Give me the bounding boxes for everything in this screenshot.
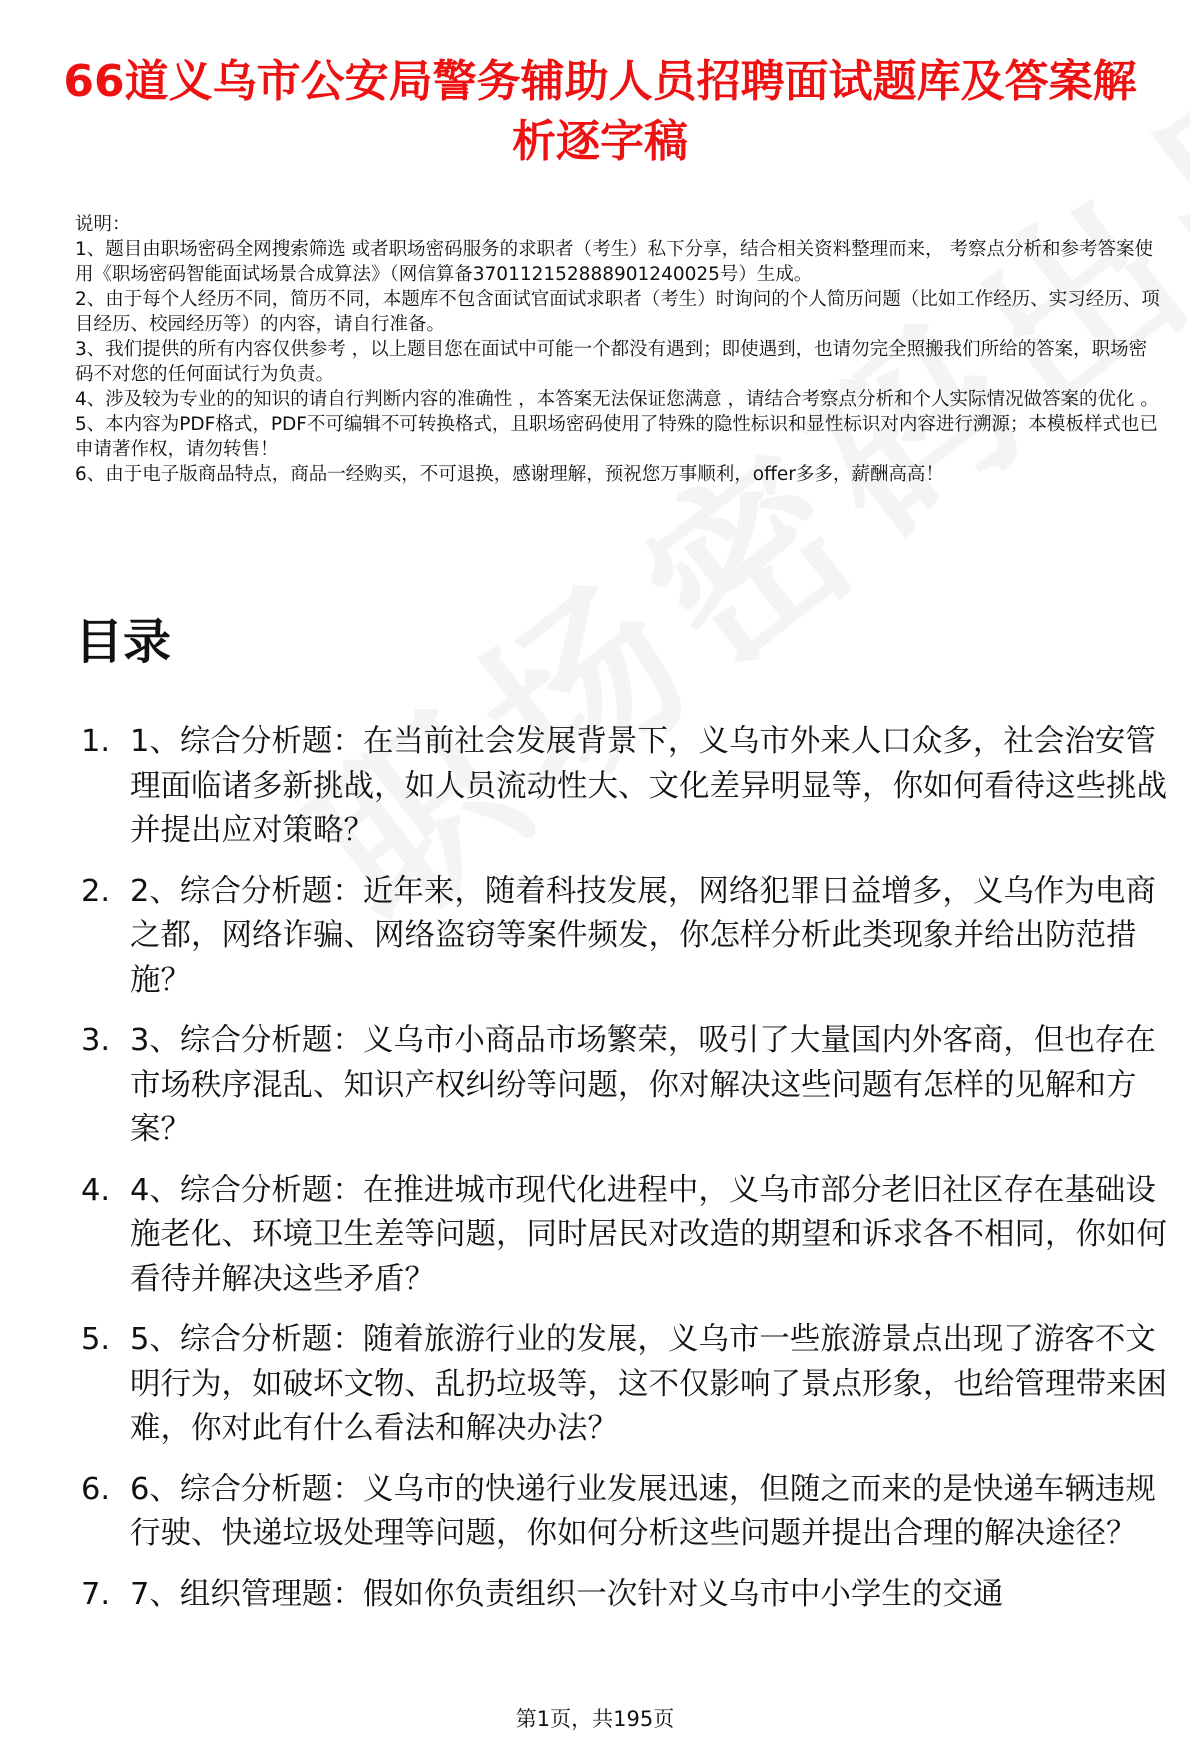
page-footer: 第1页，共195页 <box>515 1707 675 1731</box>
toc-item[interactable] <box>75 1318 1170 1452</box>
note-item: 4、涉及较为专业的的知识的请自行判断内容的准确性 ，本答案无法保证您满意 ，请结合考察点分析和个人实际情况做答案的优化 。 <box>75 389 1159 410</box>
toc-item-text: 5、综合分析题：随着旅游行业的发展，义乌市一些旅游景点出现了游客不文明行为，如破坏文物、乱扔垃圾等，这不仅影响了景点形象，也给管理带来困难，你对此有什么看法和解决办法？ <box>130 1322 1167 1446</box>
note-item: 1、题目由职场密码全网搜索筛选 或者职场密码服务的求职者（考生）私下分享，结合相关资料整理而来， 考察点分析和参考答案使用《职场密码智能面试场景合成算法》（网信算备370112152888901240025号）生成。 <box>75 239 1154 285</box>
toc-item[interactable] <box>75 870 1170 1004</box>
note-item: 5、本内容为PDF格式，PDF不可编辑不可转换格式，且职场密码使用了特殊的隐性标识和显性标识对内容进行溯源；本模板样式也已申请著作权，请勿转售！ <box>75 414 1158 460</box>
toc-item-text: 7、组织管理题：假如你负责组织一次针对义乌市中小学生的交通 <box>130 1576 1004 1612</box>
toc-item-number: 7. <box>81 1576 111 1612</box>
toc-item-text: 6、综合分析题：义乌市的快递行业发展迅速，但随之而来的是快递车辆违规行驶、快递垃圾处理等问题，你如何分析这些问题并提出合理的解决途径？ <box>130 1471 1156 1551</box>
toc-item[interactable] <box>75 1019 1170 1153</box>
toc-item-number: 1. <box>81 724 111 759</box>
toc-item-text: 2、综合分析题：近年来，随着科技发展，网络犯罪日益增多，义乌作为电商之都，网络诈骗、网络盗窃等案件频发，你怎样分析此类现象并给出防范措施？ <box>130 873 1156 998</box>
toc-item-text: 1、综合分析题：在当前社会发展背景下，义乌市外来人口众多，社会治安管理面临诸多新挑战，如人员流动性大、文化差异明显等，你如何看待这些挑战并提出应对策略？ <box>130 724 1167 848</box>
note-item: 6、由于电子版商品特点，商品一经购买，不可退换，感谢理解，预祝您万事顺利，offer多多，薪酬高高！ <box>75 464 944 485</box>
toc-item-number: 5. <box>81 1322 111 1357</box>
toc-item-number: 6. <box>81 1471 111 1507</box>
toc-item[interactable] <box>75 1468 1170 1557</box>
toc-list <box>75 720 1170 1633</box>
toc-item-text: 3、综合分析题：义乌市小商品市场繁荣，吸引了大量国内外客商，但也存在市场秩序混乱、知识产权纠纷等问题，你对解决这些问题有怎样的见解和方案？ <box>130 1023 1156 1147</box>
toc-item[interactable] <box>75 720 1170 854</box>
toc-item-number: 4. <box>81 1172 111 1208</box>
toc-item-number: 3. <box>81 1023 111 1058</box>
toc-item-text: 4、综合分析题：在推进城市现代化进程中，义乌市部分老旧社区存在基础设施老化、环境卫生差等问题，同时居民对改造的期望和诉求各不相同，你如何看待并解决这些矛盾？ <box>130 1172 1167 1297</box>
document-title: 66道义乌市公安局警务辅助人员招聘面试题库及答案解析逐字稿 <box>63 56 1137 167</box>
note-item: 3、我们提供的所有内容仅供参考 ，以上题目您在面试中可能一个都没有遇到；即使遇到，也请勿完全照搬我们所给的答案，职场密码不对您的任何面试行为负责。 <box>75 339 1148 385</box>
notes-heading: 说明： <box>75 214 131 235</box>
toc-heading: 目录 <box>75 614 172 670</box>
notes-section <box>75 212 1165 487</box>
note-item: 2、由于每个人经历不同，简历不同，本题库不包含面试官面试求职者（考生）时询问的个人简历问题（比如工作经历、实习经历、项目经历、校园经历等）的内容，请自行准备。 <box>75 289 1160 335</box>
toc-item[interactable] <box>75 1573 1170 1618</box>
toc-item[interactable] <box>75 1169 1170 1303</box>
toc-item-number: 2. <box>81 873 111 909</box>
